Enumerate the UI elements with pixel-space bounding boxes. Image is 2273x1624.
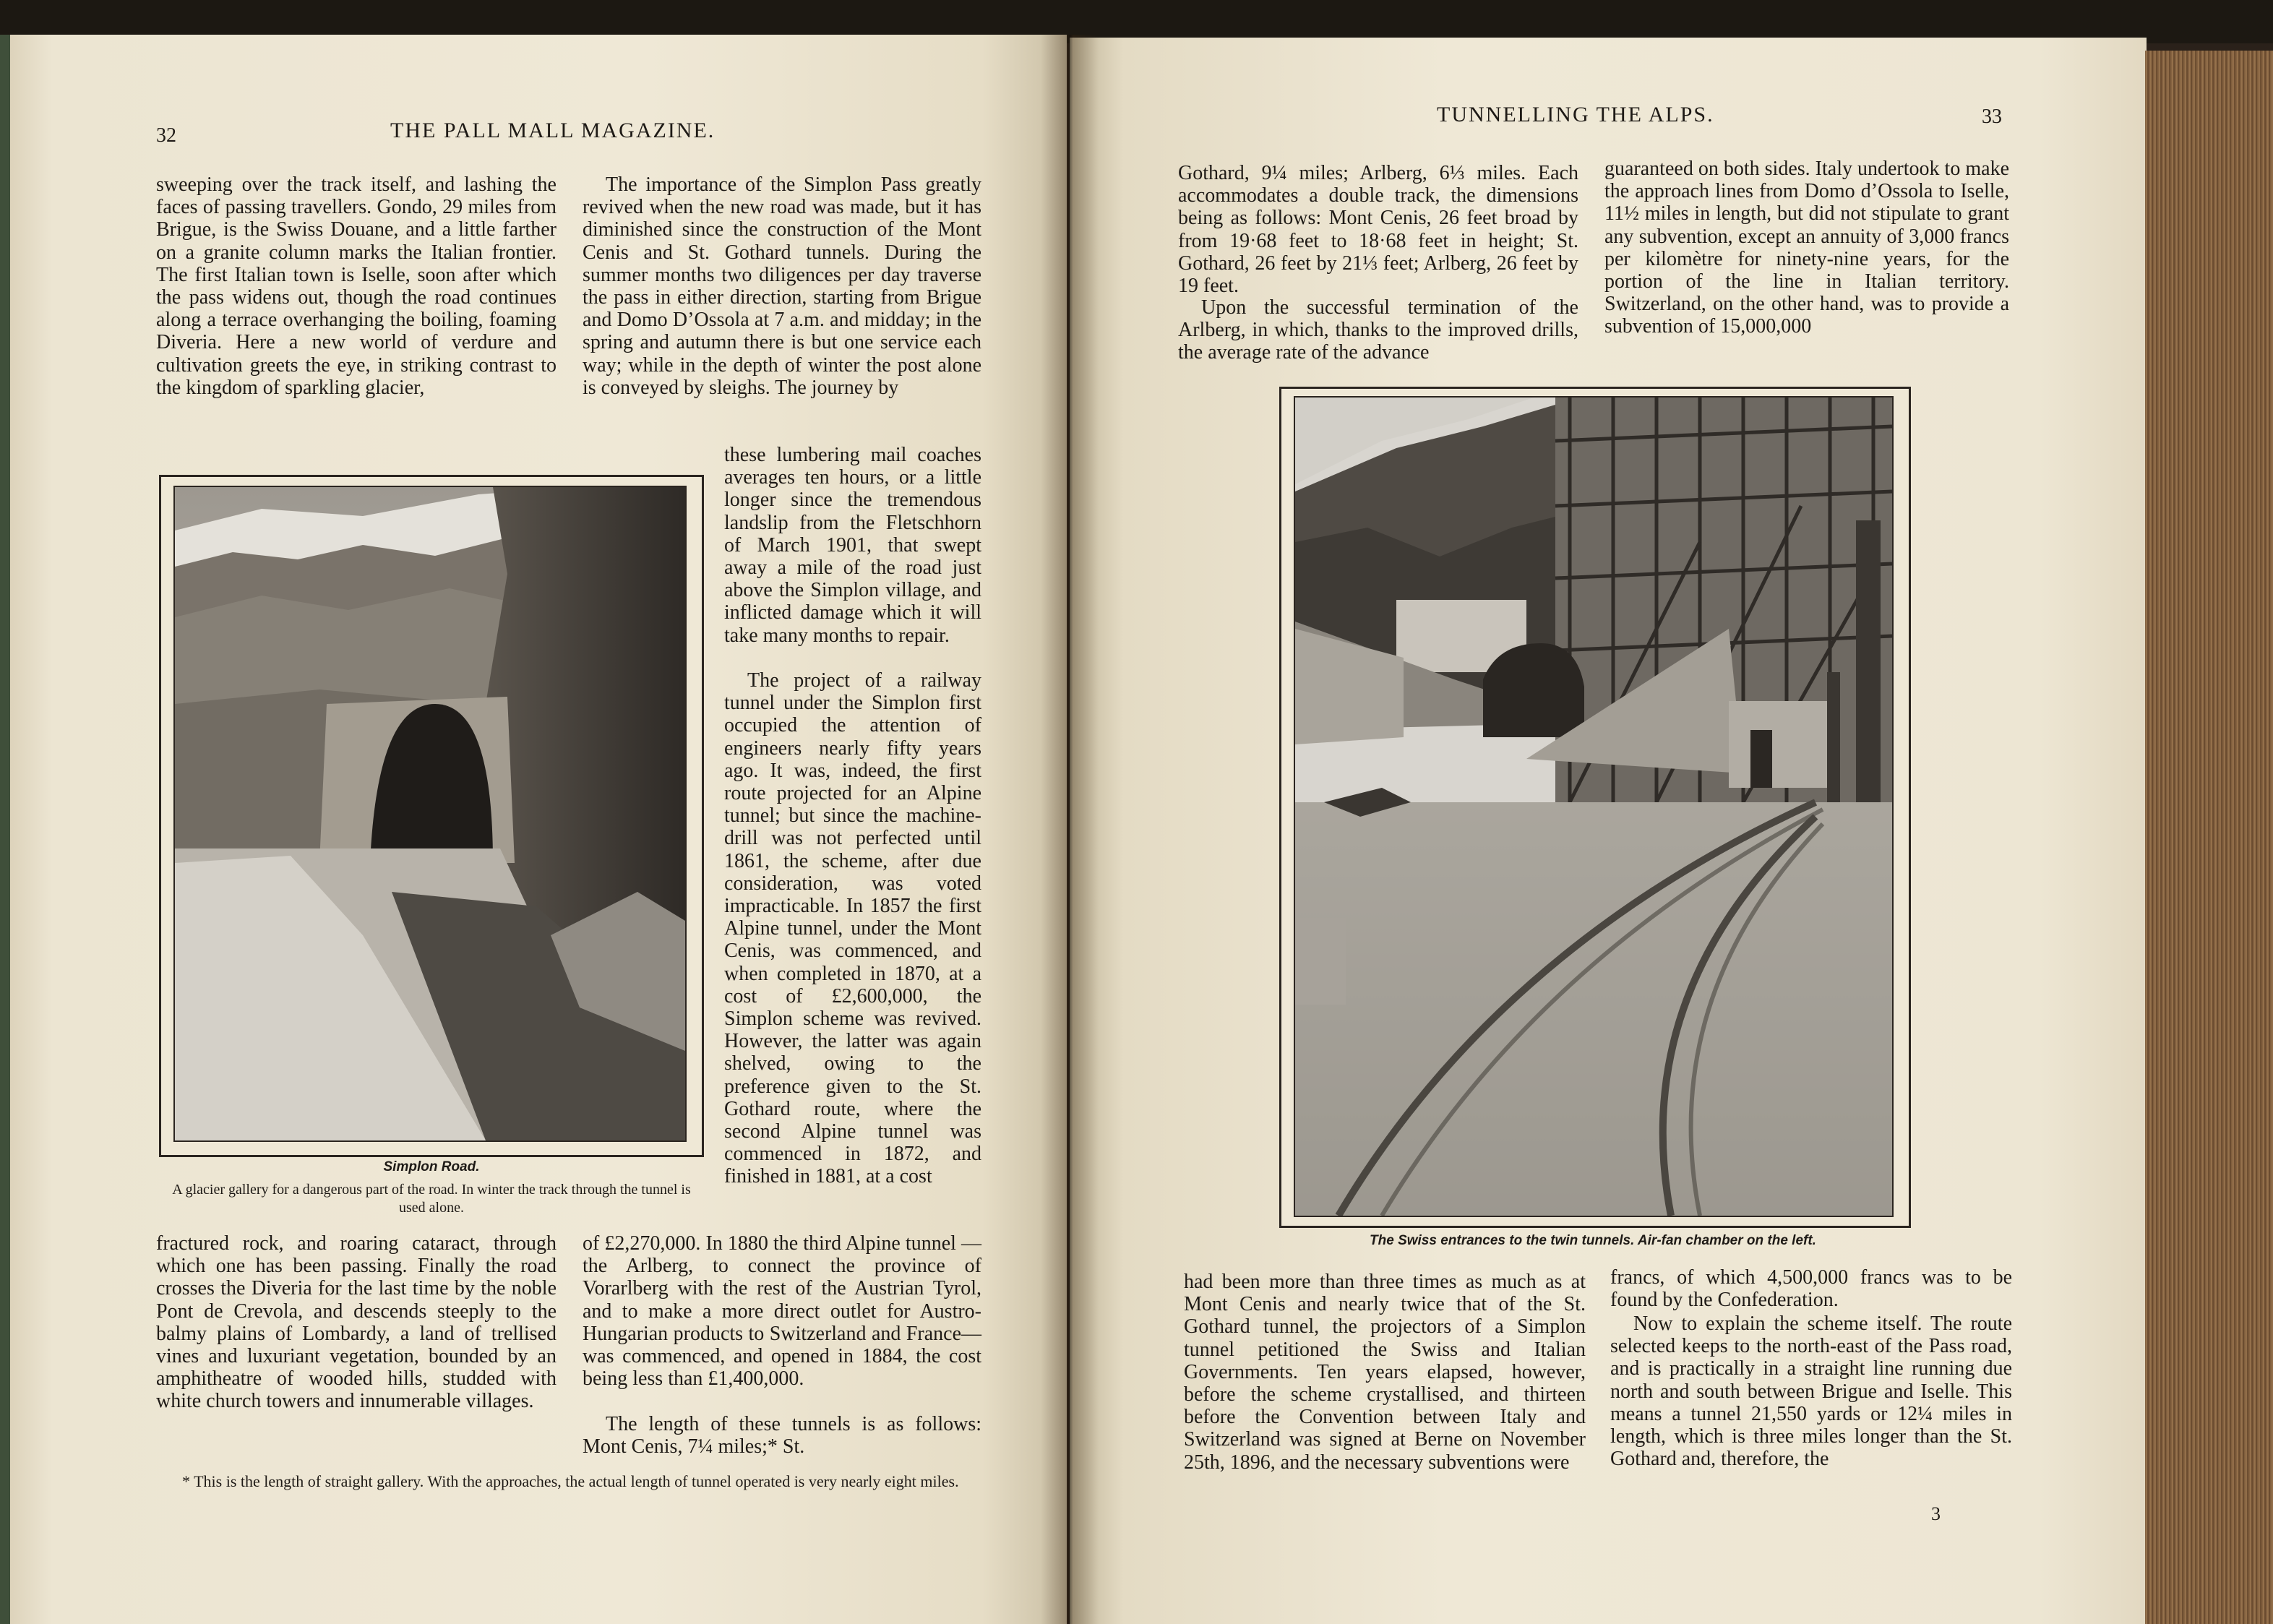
right-col1-bottom-text: had been more than three times as much as at Mont Cenis and nearly twice that of the St. Gothard tunnel, the projectors of a Simplon tunnel petitioned the Swiss and Italian Governments. Ten years elapsed, however, before the scheme crystallised, and thirteen before the Convention between Italy and Switzerland was signed at Berne on November 25th, 1896, and the necessary subventions were	[1184, 1271, 1586, 1474]
left-col1-top-text: sweeping over the track itself, and lashing the faces of passing travellers. Gondo, 29 miles from Brigue, is the Swiss Douane, and a little farther on a granite column marks the Italian frontier. The first Italian town is Iselle, soon after which the pass widens out, though the road continues along a terrace overhanging the boiling, foaming Diveria. Here a new world of verdure and cultivation greets the eye, in striking contrast to the kingdom of sparkling glacier,	[156, 173, 557, 399]
left-col1-bottom-text: fractured rock, and roaring cataract, through which one has been passing. Finally the road crosses the Diveria for the last time by the noble Pont de Crevola, and descends steeply to the balmy plains of Lombardy, a land of trellised vines and luxuriant vegetation, bounded by an amphitheatre of wooded hills, studded with white church towers and innumerable villages.	[156, 1232, 557, 1413]
right-col1-top-para2: Upon the successful termination of the Arlberg, in which, thanks to the improved drills, the average rate of the advance	[1178, 296, 1578, 364]
left-footnote: * This is the length of straight gallery. With the approaches, the actual length of tunnel operated is very nearly eight miles.	[182, 1472, 959, 1490]
tunnel-entrances-caption: The Swiss entrances to the twin tunnels. Air-fan chamber on the left.	[1370, 1233, 1816, 1248]
left-col2-para1-top: The importance of the Simplon Pass greatly revived when the new road was made, but it has diminished since the construction of the Mont Cenis and St. Gothard tunnels. During the summer months two diligences per day traverse the pass in either direction, starting from Brigue and Domo D’Ossola at 7 a.m. and midday; in the spring and autumn there is but one service each way; while in the depth of winter the post alone is conveyed by sleighs. The journey by	[583, 173, 981, 399]
signature-mark: 3	[1931, 1503, 1941, 1524]
right-col1-top-para1: Gothard, 9¼ miles; Arlberg, 6⅓ miles. Each accommodates a double track, the dimensions being as follows: Mont Cenis, 26 feet broad by from 19·68 feet to 18·68 feet in height; St. Gothard, 26 feet by 21⅓ feet; Arlberg, 26 feet by 19 feet.	[1178, 162, 1578, 298]
right-running-head: TUNNELLING THE ALPS.	[1437, 103, 1714, 126]
simplon-road-caption-title: Simplon Road.	[383, 1159, 480, 1174]
simplon-road-photo	[173, 486, 687, 1142]
left-col2-para2-narrow: The project of a railway tunnel under the Simplon first occupied the attention of engineers nearly fifty years ago. It was, indeed, the first route projected for an Alpine tunnel; but since the machine-drill was not perfected until 1861, the scheme, after due consideration, was voted impracticable. In 1857 the first Alpine tunnel, under the Mont Cenis, was commenced, and when completed in 1870, at a cost of £2,600,000, the Simplon scheme was revived. However, the latter was again shelved, owing to the preference given to the St. Gothard route, where the second Alpine tunnel was commenced in 1872, and finished in 1881, at a cost	[724, 669, 981, 1188]
tunnel-entrances-image	[1295, 398, 1892, 1216]
right-folio: 33	[1982, 106, 2002, 128]
right-col2-bottom-para1: francs, of which 4,500,000 francs was to be found by the Confederation.	[1610, 1266, 2012, 1312]
left-col2-para1-narrow: these lumbering mail coaches averages ten hours, or a little longer since the tremendous landslip from the Fletschhorn of March 1901, that swept away a mile of the road just above the Simplon village, and inflicted damage which it will take many months to repair.	[724, 444, 981, 647]
tunnel-entrances-photo	[1294, 396, 1894, 1217]
simplon-road-caption: A glacier gallery for a dangerous part of the road. In winter the track through the tunnel is used alone.	[172, 1182, 691, 1216]
page-block-edges	[2145, 51, 2273, 1624]
left-col2-bottom-para2: The length of these tunnels is as follows: Mont Cenis, 7¼ miles;* St.	[583, 1413, 981, 1458]
left-col2-bottom-para1: of £2,270,000. In 1880 the third Alpine tunnel — the Arlberg, to connect the province of Vorarlberg with the rest of the Austrian Tyrol, and to make a more direct outlet for Austro-Hungarian products to Switzerland and France—was commenced, and opened in 1884, the cost being less than £1,400,000.	[583, 1232, 981, 1391]
right-col2-bottom-para2: Now to explain the scheme itself. The route selected keeps to the north-east of the Pass road, and is practically in a straight line running due north and south between Brigue and Iselle. This means a tunnel 21,550 yards or 12¼ miles in length, which is three miles longer than the St. Gothard and, therefore, the	[1610, 1312, 2012, 1471]
left-folio: 32	[156, 124, 176, 147]
book-gutter	[1041, 35, 1099, 1624]
simplon-road-image	[175, 487, 685, 1140]
right-col2-top-text: guaranteed on both sides. Italy undertook to make the approach lines from Domo d’Ossola to Iselle, 11½ miles in length, but did not stipulate to grant any subvention, except an annuity of 3,000 francs per kilomètre for ninety-nine years, for the portion of the line in Italian territory. Switzerland, on the other hand, was to provide a subvention of 15,000,000	[1604, 158, 2009, 338]
left-running-head: THE PALL MALL MAGAZINE.	[390, 119, 716, 142]
